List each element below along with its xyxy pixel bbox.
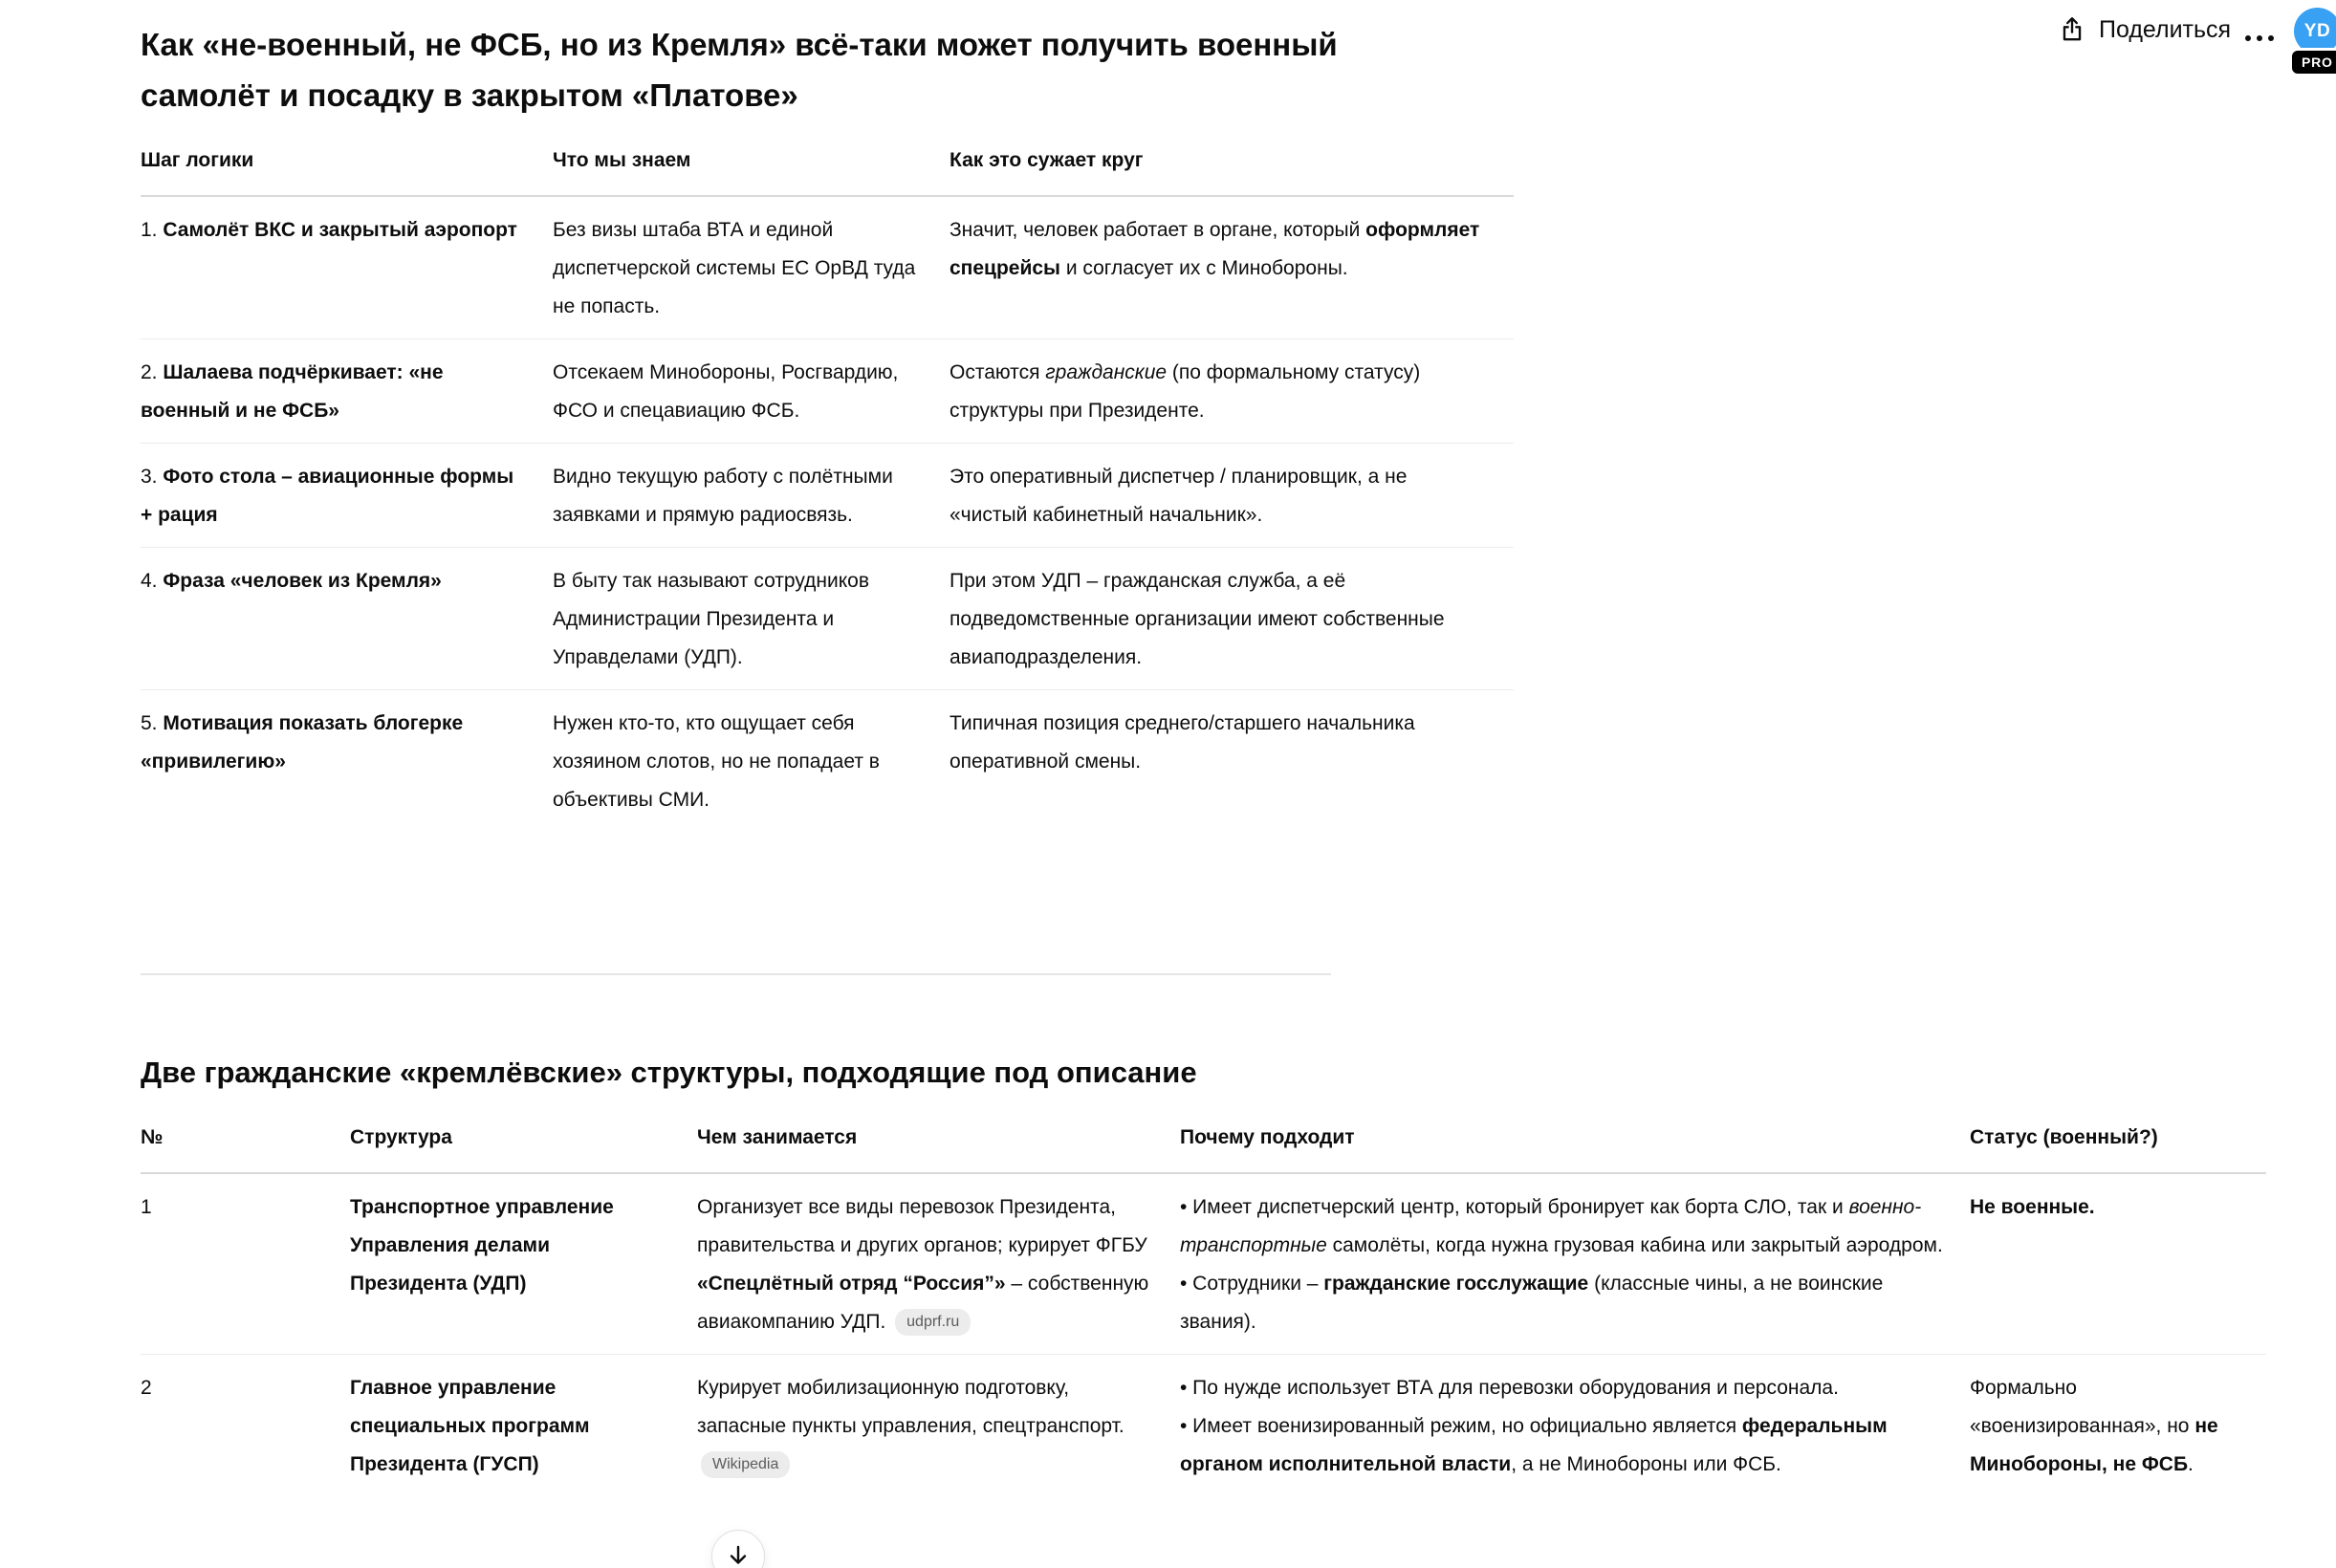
text-segment: оформляет спецрейсы xyxy=(950,219,1480,279)
text-segment: Шалаева подчёркивает: «не военный и не ФСБ» xyxy=(141,361,444,422)
table-cell xyxy=(141,1173,350,1355)
text-segment: Главное управление специальных программ Президента (ГУСП) xyxy=(350,1377,590,1475)
text-segment: Мотивация показать блогерке «привилегию» xyxy=(141,712,464,773)
ellipsis-icon xyxy=(2245,35,2251,41)
table-cell xyxy=(553,548,950,690)
column-header: № xyxy=(141,1111,350,1173)
text-segment: 1. xyxy=(141,219,164,241)
text-segment: и согласует их с Минобороны. xyxy=(1059,257,1348,279)
table-cell xyxy=(697,1173,1180,1355)
scroll-down-icon xyxy=(725,1542,752,1568)
text-segment: Без визы штаба ВТА и единой диспетчерской системы ЕС ОрВД туда не попасть. xyxy=(553,219,916,317)
table-cell xyxy=(141,339,553,444)
table-cell xyxy=(553,196,950,339)
table-cell xyxy=(141,690,553,833)
share-button-label: Поделиться xyxy=(2099,15,2232,43)
text-segment: военно-транспортные xyxy=(1180,1196,1922,1256)
page-title-line2: самолёт и посадку в закрытом «Платове» xyxy=(141,77,798,113)
table-cell xyxy=(950,548,1514,690)
text-segment: – собственную авиакомпанию УДП. xyxy=(697,1273,1149,1333)
table-cell xyxy=(141,444,553,548)
text-segment: федеральным органом исполнительной власти xyxy=(1180,1415,1888,1475)
share-icon xyxy=(2058,15,2086,44)
table-row xyxy=(141,1355,2266,1497)
table-row xyxy=(141,196,1514,339)
table-cell xyxy=(141,1355,350,1497)
text-segment: гражданские госслужащие xyxy=(1323,1273,1589,1295)
text-segment: Видно текущую работу с полётными заявками и прямую радиосвязь. xyxy=(553,466,893,526)
text-segment: В быту так называют сотрудников Администрации Президента и Управделами (УДП). xyxy=(553,570,869,668)
column-header: Шаг логики xyxy=(141,134,553,196)
table-cell xyxy=(350,1173,697,1355)
text-segment: Самолёт ВКС и закрытый аэропорт xyxy=(163,219,517,241)
citation-pill[interactable]: udprf.ru xyxy=(895,1309,971,1336)
column-header: Чем занимается xyxy=(697,1111,1180,1173)
table-cell xyxy=(141,196,553,339)
text-segment: Не военные. xyxy=(1970,1196,2095,1218)
table-row xyxy=(141,444,1514,548)
ellipsis-icon xyxy=(2257,35,2262,41)
text-segment: Остаются xyxy=(950,361,1046,383)
plan-badge xyxy=(2289,48,2336,76)
text-segment: • Имеет военизированный режим, но официально является xyxy=(1180,1415,1742,1437)
text-segment: Транспортное управление Управления делами Президента (УДП) xyxy=(350,1196,614,1295)
table-cell xyxy=(553,690,950,833)
page-title xyxy=(141,19,1479,120)
text-segment: (по формальному статусу) структуры при Президенте. xyxy=(950,361,1421,422)
scroll-to-bottom-button[interactable] xyxy=(711,1530,765,1568)
table-cell xyxy=(697,1355,1180,1497)
column-header: Почему подходит xyxy=(1180,1111,1970,1173)
table-cell xyxy=(1180,1355,1970,1497)
horizontal-divider xyxy=(141,973,1331,975)
text-segment: . xyxy=(2188,1453,2194,1475)
citation-pill[interactable]: Wikipedia xyxy=(701,1451,790,1478)
text-segment: Отсекаем Минобороны, Росгвардию, ФСО и спецавиацию ФСБ. xyxy=(553,361,899,422)
text-segment: , а не Минобороны или ФСБ. xyxy=(1511,1453,1781,1475)
column-header: Как это сужает круг xyxy=(950,134,1514,196)
table-row xyxy=(141,690,1514,833)
text-segment: «Спецлётный отряд “Россия”» xyxy=(697,1273,1006,1295)
text-segment: • По нужде использует ВТА для перевозки оборудования и персонала. xyxy=(1180,1377,1839,1399)
text-segment: Организует все виды перевозок Президента, правительства и других органов; курирует ФГБУ xyxy=(697,1196,1147,1256)
text-segment: Фото стола – авиационные формы + рация xyxy=(141,466,514,526)
table-cell xyxy=(141,548,553,690)
more-options-button[interactable] xyxy=(2241,19,2278,57)
text-segment: 4. xyxy=(141,570,164,592)
column-header: Структура xyxy=(350,1111,697,1173)
table-cell xyxy=(1970,1173,2266,1355)
page-title-line1: Как «не-военный, не ФСБ, но из Кремля» всё-таки может получить военный xyxy=(141,27,1338,62)
text-segment: не Минобороны, не ФСБ xyxy=(1970,1415,2218,1475)
table-cell xyxy=(950,444,1514,548)
text-segment: Это оперативный диспетчер / планировщик, а не «чистый кабинетный начальник». xyxy=(950,466,1408,526)
logic-steps-table xyxy=(141,134,1514,832)
plan-badge-label: PRO xyxy=(2302,54,2333,70)
text-segment: • Сотрудники – xyxy=(1180,1273,1324,1295)
share-button[interactable] xyxy=(2058,15,2231,44)
text-segment: При этом УДП – гражданская служба, а её подведомственные организации имеют собственные авиаподразделения. xyxy=(950,570,1445,668)
text-segment: 3. xyxy=(141,466,164,488)
table-row xyxy=(141,339,1514,444)
text-segment: (классные чины, а не воинские звания). xyxy=(1180,1273,1884,1333)
text-segment: Значит, человек работает в органе, который xyxy=(950,219,1366,241)
table-row xyxy=(141,1173,2266,1355)
avatar-initials: YD xyxy=(2303,20,2331,41)
table-cell xyxy=(950,690,1514,833)
text-segment: самолёты, когда нужна грузовая кабина или закрытый аэродром. xyxy=(1326,1234,1943,1256)
table-header-row xyxy=(141,134,1514,196)
table-cell xyxy=(553,444,950,548)
text-segment: Фраза «человек из Кремля» xyxy=(163,570,442,592)
table-row xyxy=(141,548,1514,690)
text-segment: Курирует мобилизационную подготовку, запасные пункты управления, спецтранспорт. xyxy=(697,1377,1124,1437)
text-segment: 2 xyxy=(141,1377,152,1399)
text-segment: гражданские xyxy=(1045,361,1168,383)
text-segment: Формально «военизированная», но xyxy=(1970,1377,2195,1437)
ellipsis-icon xyxy=(2268,35,2274,41)
column-header: Статус (военный?) xyxy=(1970,1111,2266,1173)
table-cell xyxy=(350,1355,697,1497)
text-segment: 5. xyxy=(141,712,164,734)
text-segment: 1 xyxy=(141,1196,152,1218)
section-heading: Две гражданские «кремлёвские» структуры, подходящие под описание xyxy=(141,1056,1197,1089)
text-segment: 2. xyxy=(141,361,164,383)
text-segment: Нужен кто-то, кто ощущает себя хозяином слотов, но не попадает в объективы СМИ. xyxy=(553,712,880,811)
table-header-row xyxy=(141,1111,2266,1173)
text-segment: Типичная позиция среднего/старшего начальника оперативной смены. xyxy=(950,712,1415,773)
table-cell xyxy=(1970,1355,2266,1497)
table-cell xyxy=(553,339,950,444)
column-header: Что мы знаем xyxy=(553,134,950,196)
text-segment: • Имеет диспетчерский центр, который бронирует как борта СЛО, так и xyxy=(1180,1196,1849,1218)
table-cell xyxy=(950,196,1514,339)
table-cell xyxy=(950,339,1514,444)
table-cell xyxy=(1180,1173,1970,1355)
organizations-table xyxy=(141,1111,2266,1496)
